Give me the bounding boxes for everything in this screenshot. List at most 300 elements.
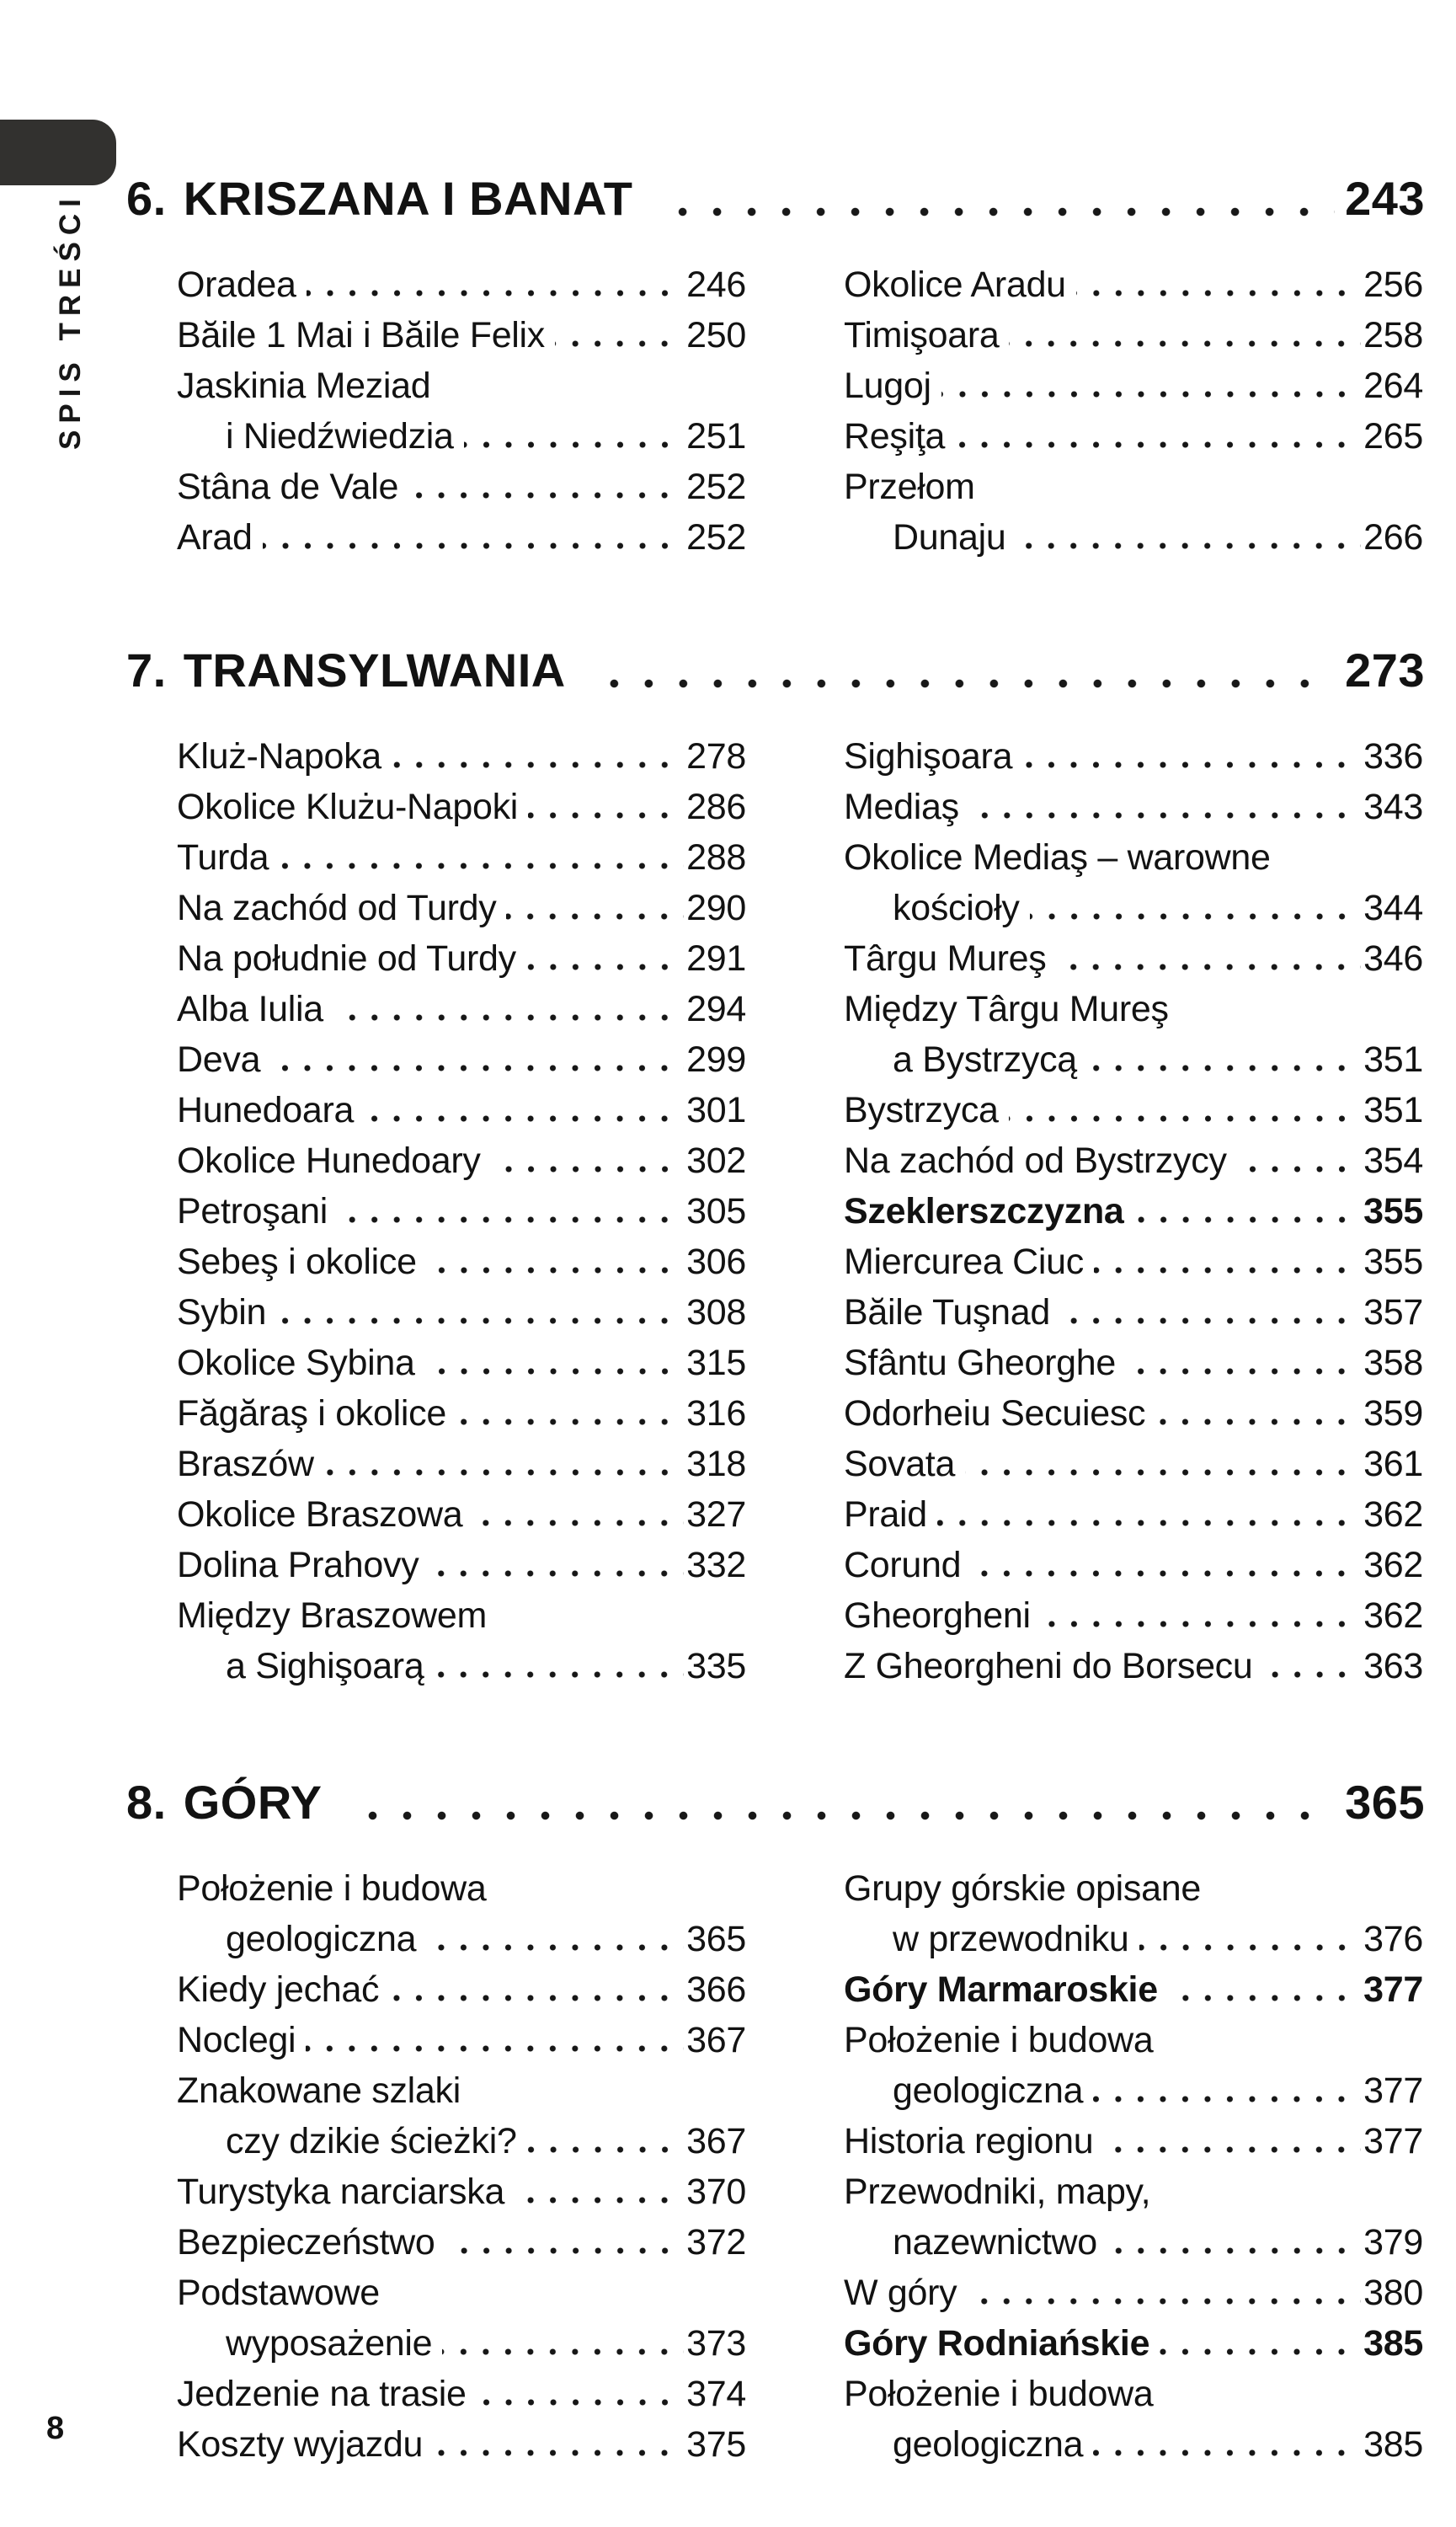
entry-label: Okolice Sybina [177, 1343, 415, 1383]
entry-label: Băile 1 Mai i Băile Felix [177, 315, 546, 355]
entry-label: Dolina Prahovy [177, 1545, 419, 1585]
column-right [844, 1863, 1423, 2470]
table-of-contents [126, 0, 1425, 2470]
entry-dot-leader [389, 1993, 684, 2003]
entry-label: Făgăraş i okolice [177, 1393, 446, 1434]
section-number: 8. [126, 1776, 167, 1829]
entry-page-number: 256 [1363, 264, 1423, 305]
entry-dot-leader [1009, 339, 1361, 349]
entry-page-number: 351 [1363, 1090, 1423, 1130]
section-number: 6. [126, 172, 167, 225]
entry-page-number: 344 [1363, 888, 1423, 928]
entry-dot-leader [1030, 911, 1362, 922]
entry-page-number: 377 [1363, 2070, 1423, 2111]
toc-entry [844, 2419, 1423, 2470]
toc-entry [177, 2318, 746, 2369]
entry-label: Góry Rodniańskie [844, 2323, 1150, 2364]
toc-entry [844, 1489, 1423, 1540]
entry-page-number: 351 [1363, 1039, 1423, 1080]
section-columns [177, 731, 1425, 1691]
toc-entry [844, 984, 1423, 1034]
toc-entry [844, 1287, 1423, 1338]
entry-dot-leader [1016, 541, 1361, 551]
entry-label: kościoły [893, 888, 1020, 928]
entry-page-number: 302 [686, 1141, 746, 1181]
toc-entry [844, 2015, 1423, 2065]
entry-dot-leader [279, 861, 684, 871]
entry-dot-leader [1139, 1942, 1362, 1953]
entry-label: Hunedoara [177, 1090, 355, 1130]
toc-section [126, 644, 1425, 1691]
toc-entry [844, 1085, 1423, 1135]
entry-label: Położenie i budowa [844, 2374, 1154, 2414]
entry-label: Jedzenie na trasie [177, 2374, 467, 2414]
toc-entry [844, 1641, 1423, 1691]
entry-dot-leader [1093, 2094, 1361, 2104]
entry-label: Târgu Mureş [844, 938, 1047, 979]
entry-label: Położenie i budowa [177, 1868, 487, 1909]
entry-label: Odorheiu Secuiesc [844, 1393, 1146, 1434]
toc-entry [844, 2217, 1423, 2268]
entry-label: Praid [844, 1494, 927, 1535]
entry-dot-leader [276, 1316, 684, 1326]
toc-entry [844, 1439, 1423, 1489]
entry-page-number: 367 [686, 2121, 746, 2161]
section-dot-leader [344, 1809, 1336, 1822]
entry-page-number: 376 [1363, 1919, 1423, 1959]
entry-page-number: 354 [1363, 1141, 1423, 1181]
entry-page-number: 336 [1363, 736, 1423, 777]
entry-page-number: 327 [686, 1494, 746, 1535]
entry-label: Băile Tuşnad [844, 1292, 1051, 1333]
entry-page-number: 291 [686, 938, 746, 979]
entry-label: Na zachód od Bystrzycy [844, 1141, 1227, 1181]
entry-label: Deva [177, 1039, 261, 1080]
toc-entry [177, 1489, 746, 1540]
entry-label: Sfântu Gheorghe [844, 1343, 1117, 1383]
section-page-number: 365 [1345, 1776, 1425, 1829]
entry-page-number: 308 [686, 1292, 746, 1333]
entry-dot-leader [456, 1417, 684, 1427]
footer-page-number: 8 [46, 2411, 65, 2446]
toc-entry [177, 782, 746, 832]
column-left [177, 1863, 746, 2470]
entry-label: Turda [177, 837, 269, 878]
column-right [844, 731, 1423, 1691]
entry-page-number: 377 [1363, 1969, 1423, 2010]
entry-label: Szeklerszczyzna [844, 1191, 1124, 1231]
toc-entry [844, 2268, 1423, 2318]
toc-entry [844, 259, 1423, 310]
entry-label: Sovata [844, 1444, 956, 1484]
entry-page-number: 332 [686, 1545, 746, 1585]
entry-dot-leader [433, 2448, 684, 2458]
entry-label: Kiedy jechać [177, 1969, 380, 2010]
entry-dot-leader [1094, 1265, 1361, 1275]
toc-entry [844, 731, 1423, 782]
entry-page-number: 265 [1363, 416, 1423, 457]
entry-page-number: 286 [686, 787, 746, 827]
toc-entry [844, 2166, 1423, 2217]
toc-entry [177, 1135, 746, 1186]
entry-dot-leader [472, 1518, 684, 1528]
entry-label: Między Braszowem [177, 1595, 487, 1636]
entry-label: a Sighişoarą [226, 1646, 424, 1686]
toc-entry [177, 411, 746, 462]
entry-page-number: 379 [1363, 2222, 1423, 2263]
toc-entry [177, 1388, 746, 1439]
entry-dot-leader [464, 440, 685, 450]
entry-dot-leader [967, 2296, 1361, 2306]
entry-label: Gheorgheni [844, 1595, 1031, 1636]
toc-entry [844, 832, 1423, 883]
entry-page-number: 318 [686, 1444, 746, 1484]
entry-dot-leader [408, 490, 684, 500]
toc-entry [844, 1034, 1423, 1085]
entry-page-number: 343 [1363, 787, 1423, 827]
entry-label: Reşiţa [844, 416, 946, 457]
entry-page-number: 362 [1363, 1545, 1423, 1585]
entry-label: geologiczna [893, 2070, 1084, 2111]
entry-label: Bystrzyca [844, 1090, 999, 1130]
entry-label: geologiczna [893, 2424, 1084, 2465]
toc-entry [177, 2015, 746, 2065]
entry-label: Podstawowe [177, 2273, 380, 2313]
entry-page-number: 361 [1363, 1444, 1423, 1484]
entry-dot-leader [937, 1518, 1361, 1528]
entry-page-number: 251 [686, 416, 746, 457]
entry-label: wyposażenie [226, 2323, 433, 2364]
spine-corner-tab [0, 120, 116, 185]
section-columns [177, 259, 1425, 563]
toc-entry [177, 2268, 746, 2318]
toc-entry [844, 411, 1423, 462]
section-dot-leader [654, 206, 1335, 218]
section-header [126, 644, 1425, 697]
toc-entry [844, 782, 1423, 832]
toc-entry [177, 1237, 746, 1287]
entry-label: Na zachód od Turdy [177, 888, 497, 928]
entry-dot-leader [1076, 288, 1361, 298]
section-page-number: 273 [1345, 644, 1425, 697]
entry-label: Timişoara [844, 315, 1000, 355]
entry-dot-leader [491, 1164, 685, 1174]
toc-entry [844, 1964, 1423, 2015]
column-left [177, 731, 746, 1691]
entry-page-number: 373 [686, 2323, 746, 2364]
toc-entry [177, 361, 746, 411]
entry-label: Na południe od Turdy [177, 938, 516, 979]
entry-label: Okolice Hunedoary [177, 1141, 481, 1181]
entry-page-number: 362 [1363, 1494, 1423, 1535]
entry-label: Braszów [177, 1444, 314, 1484]
entry-label: Przewodniki, mapy, [844, 2172, 1151, 2212]
toc-entry [177, 883, 746, 933]
entry-label: Góry Marmaroskie [844, 1969, 1158, 2010]
entry-label: w przewodniku [893, 1919, 1129, 1959]
entry-label: Historia regionu [844, 2121, 1094, 2161]
toc-entry [177, 2217, 746, 2268]
entry-dot-leader [1134, 1215, 1362, 1225]
entry-dot-leader [1126, 1366, 1361, 1376]
entry-page-number: 305 [686, 1191, 746, 1231]
entry-page-number: 294 [686, 989, 746, 1029]
entry-page-number: 316 [686, 1393, 746, 1434]
toc-entry [177, 2065, 746, 2116]
entry-label: W góry [844, 2273, 957, 2313]
column-left [177, 259, 746, 563]
entry-dot-leader [333, 1012, 684, 1023]
entry-label: Okolice Klużu-Napoki [177, 787, 519, 827]
entry-dot-leader [1237, 1164, 1362, 1174]
entry-label: Sebeş i okolice [177, 1242, 417, 1282]
entry-label: Miercurea Ciuc [844, 1242, 1084, 1282]
entry-dot-leader [429, 1568, 684, 1579]
entry-dot-leader [971, 1568, 1361, 1579]
section-dot-leader [588, 677, 1335, 690]
entry-dot-leader [1107, 2246, 1361, 2256]
entry-page-number: 278 [686, 736, 746, 777]
toc-entry [844, 1590, 1423, 1641]
toc-entry [844, 1540, 1423, 1590]
section-title: GÓRY [183, 1776, 323, 1829]
entry-page-number: 315 [686, 1343, 746, 1383]
entry-label: Jaskinia Meziad [177, 366, 431, 406]
entry-page-number: 362 [1363, 1595, 1423, 1636]
toc-entry [177, 512, 746, 563]
toc-entry [177, 1338, 746, 1388]
toc-entry [177, 1641, 746, 1691]
entry-page-number: 372 [686, 2222, 746, 2263]
entry-label: Z Gheorgheni do Borsecu [844, 1646, 1253, 1686]
entry-dot-leader [969, 810, 1361, 820]
toc-entry [177, 1540, 746, 1590]
entry-dot-leader [941, 389, 1361, 399]
entry-page-number: 299 [686, 1039, 746, 1080]
toc-entry [177, 1439, 746, 1489]
toc-entry [177, 2116, 746, 2166]
entry-page-number: 377 [1363, 2121, 1423, 2161]
toc-entry [177, 832, 746, 883]
entry-page-number: 367 [686, 2020, 746, 2060]
toc-entry [844, 1863, 1423, 1914]
entry-page-number: 363 [1363, 1646, 1423, 1686]
entry-dot-leader [1168, 1993, 1361, 2003]
entry-label: Noclegi [177, 2020, 296, 2060]
entry-label: Petroşani [177, 1191, 328, 1231]
entry-dot-leader [1087, 1063, 1361, 1073]
section-columns [177, 1863, 1425, 2470]
entry-page-number: 366 [686, 1969, 746, 2010]
entry-dot-leader [1056, 962, 1361, 972]
toc-entry [844, 883, 1423, 933]
entry-label: Turystyka narciarska [177, 2172, 505, 2212]
toc-entry [177, 984, 746, 1034]
toc-entry [177, 1863, 746, 1914]
entry-dot-leader [392, 760, 684, 770]
entry-page-number: 266 [1363, 517, 1423, 558]
entry-page-number: 246 [686, 264, 746, 305]
toc-entry [177, 1034, 746, 1085]
entry-dot-leader [1160, 2347, 1361, 2357]
entry-dot-leader [427, 1265, 684, 1275]
entry-page-number: 250 [686, 315, 746, 355]
entry-dot-leader [528, 810, 684, 820]
entry-page-number: 346 [1363, 938, 1423, 979]
toc-entry [177, 2419, 746, 2470]
column-right [844, 259, 1423, 563]
toc-entry [844, 1237, 1423, 1287]
entry-label: Znakowane szlaki [177, 2070, 461, 2111]
entry-label: Między Târgu Mureş [844, 989, 1169, 1029]
entry-dot-leader [307, 288, 685, 298]
entry-page-number: 385 [1363, 2424, 1423, 2465]
entry-label: czy dzikie ścieżki? [226, 2121, 517, 2161]
entry-page-number: 290 [686, 888, 746, 928]
entry-dot-leader [364, 1114, 684, 1124]
entry-page-number: 355 [1363, 1191, 1423, 1231]
toc-entry [844, 1388, 1423, 1439]
entry-label: Koszty wyjazdu [177, 2424, 424, 2465]
entry-dot-leader [506, 911, 684, 922]
toc-entry [844, 2116, 1423, 2166]
entry-dot-leader [434, 1670, 684, 1680]
toc-entry [177, 1085, 746, 1135]
entry-label: Dunaju [893, 517, 1006, 558]
toc-section [126, 172, 1425, 563]
toc-entry [844, 310, 1423, 361]
entry-dot-leader [445, 2246, 685, 2256]
section-title: KRISZANA I BANAT [183, 172, 633, 225]
toc-entry [844, 462, 1423, 512]
entry-page-number: 385 [1363, 2323, 1423, 2364]
toc-entry [177, 1914, 746, 1964]
toc-entry [844, 2318, 1423, 2369]
entry-dot-leader [1060, 1316, 1361, 1326]
entry-page-number: 370 [686, 2172, 746, 2212]
entry-dot-leader [526, 962, 684, 972]
toc-entry [177, 1590, 746, 1641]
toc-entry [177, 1287, 746, 1338]
toc-entry [844, 1338, 1423, 1388]
entry-label: Mediaş [844, 787, 959, 827]
entry-label: a Bystrzycą [893, 1039, 1077, 1080]
toc-entry [177, 1186, 746, 1237]
toc-entry [177, 1964, 746, 2015]
entry-page-number: 264 [1363, 366, 1423, 406]
entry-page-number: 375 [686, 2424, 746, 2465]
entry-dot-leader [1155, 1417, 1361, 1427]
entry-label: Sighişoara [844, 736, 1013, 777]
entry-label: Sybin [177, 1292, 267, 1333]
toc-entry [844, 1914, 1423, 1964]
entry-dot-leader [324, 1467, 684, 1477]
toc-entry [177, 731, 746, 782]
entry-page-number: 365 [686, 1919, 746, 1959]
section-header [126, 172, 1425, 226]
entry-label: Przełom [844, 467, 975, 507]
entry-label: Grupy górskie opisane [844, 1868, 1201, 1909]
entry-dot-leader [1263, 1670, 1362, 1680]
entry-dot-leader [442, 2347, 684, 2357]
entry-label: Okolice Aradu [844, 264, 1066, 305]
toc-entry [844, 2369, 1423, 2419]
entry-page-number: 359 [1363, 1393, 1423, 1434]
toc-entry [844, 512, 1423, 563]
entry-label: Lugoj [844, 366, 931, 406]
entry-dot-leader [515, 2195, 684, 2205]
entry-dot-leader [306, 2044, 684, 2054]
entry-page-number: 357 [1363, 1292, 1423, 1333]
entry-dot-leader [1009, 1114, 1361, 1124]
toc-entry [844, 933, 1423, 984]
entry-dot-leader [527, 2145, 685, 2155]
entry-page-number: 288 [686, 837, 746, 878]
toc-entry [844, 2065, 1423, 2116]
entry-page-number: 380 [1363, 2273, 1423, 2313]
entry-page-number: 252 [686, 517, 746, 558]
entry-dot-leader [555, 339, 684, 349]
entry-page-number: 306 [686, 1242, 746, 1282]
entry-dot-leader [338, 1215, 684, 1225]
toc-entry [177, 462, 746, 512]
entry-page-number: 355 [1363, 1242, 1423, 1282]
entry-label: Corund [844, 1545, 962, 1585]
entry-label: Arad [177, 517, 253, 558]
entry-label: Alba Iulia [177, 989, 323, 1029]
entry-dot-leader [965, 1467, 1361, 1477]
entry-label: i Niedźwiedzia [226, 416, 454, 457]
entry-page-number: 252 [686, 467, 746, 507]
entry-dot-leader [1041, 1619, 1361, 1629]
section-title: TRANSYLWANIA [183, 644, 566, 697]
entry-dot-leader [270, 1063, 684, 1073]
section-header [126, 1776, 1425, 1830]
entry-dot-leader [1103, 2145, 1361, 2155]
entry-label: Oradea [177, 264, 296, 305]
entry-label: geologiczna [226, 1919, 417, 1959]
section-page-number: 243 [1345, 172, 1425, 225]
toc-section [126, 1776, 1425, 2470]
entry-page-number: 358 [1363, 1343, 1423, 1383]
toc-entry [177, 2166, 746, 2217]
entry-dot-leader [955, 440, 1361, 450]
toc-entry [844, 361, 1423, 411]
toc-entry [844, 1186, 1423, 1237]
entry-page-number: 301 [686, 1090, 746, 1130]
entry-label: Okolice Mediaş – warowne [844, 837, 1271, 878]
spine-label: SPIS TREŚCI [54, 192, 87, 450]
toc-entry [177, 310, 746, 361]
section-number: 7. [126, 644, 167, 697]
toc-entry [177, 259, 746, 310]
entry-dot-leader [426, 1942, 684, 1953]
entry-page-number: 335 [686, 1646, 746, 1686]
entry-label: nazewnictwo [893, 2222, 1097, 2263]
entry-dot-leader [263, 541, 685, 551]
entry-label: Kluż-Napoka [177, 736, 381, 777]
entry-dot-leader [477, 2397, 685, 2407]
entry-dot-leader [1022, 760, 1361, 770]
entry-label: Bezpieczeństwo [177, 2222, 435, 2263]
entry-page-number: 374 [686, 2374, 746, 2414]
entry-label: Okolice Braszowa [177, 1494, 463, 1535]
entry-dot-leader [1093, 2448, 1361, 2458]
entry-page-number: 258 [1363, 315, 1423, 355]
entry-label: Stâna de Vale [177, 467, 399, 507]
toc-entry [177, 933, 746, 984]
entry-dot-leader [425, 1366, 685, 1376]
